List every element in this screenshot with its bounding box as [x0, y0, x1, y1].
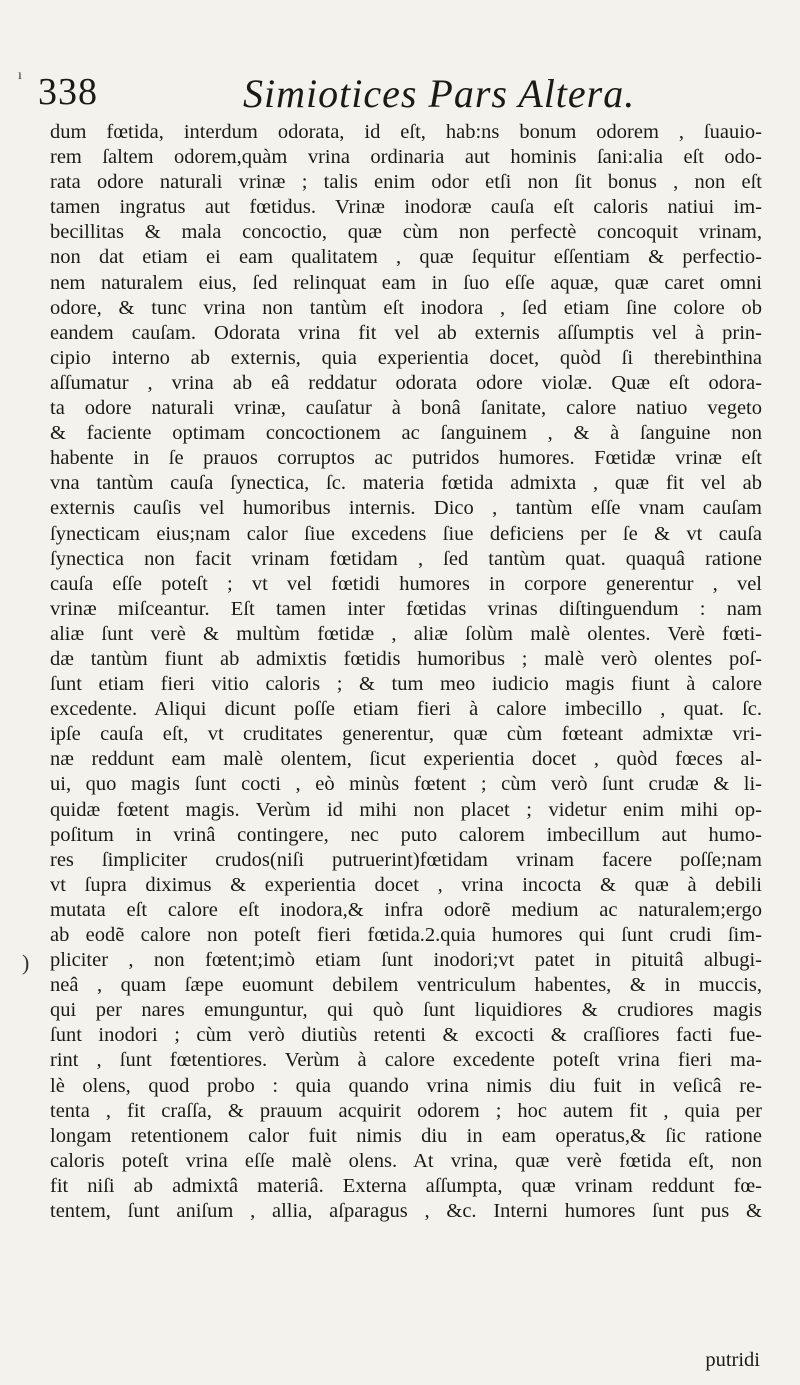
text-line: eandem cauſam. Odorata vrina fit vel ab externis aſſumptis vel à prin-	[50, 321, 762, 344]
margin-bracket-mark: )	[22, 950, 30, 975]
page-header	[38, 70, 758, 122]
text-line: ipſe cauſa eſt, vt cruditates generentur, quæ cùm fœteant admixtæ vri-	[50, 723, 762, 746]
text-line: nem naturalem eius, ſed relinquat eam in ſuo eſſe aquæ, quæ caret omni	[50, 271, 762, 294]
text-line: ſynecticam eius;nam calor ſiue excedens ſiue deficiens per ſe & vt cauſa	[50, 522, 762, 545]
text-line: ſunt etiam fieri vitio caloris ; & tum meo iudicio magis fiunt à calore	[50, 673, 762, 696]
text-line: cauſa eſſe poteſt ; vt vel fœtidi humores in corpore generentur , vel	[50, 572, 762, 595]
text-line: pliciter , non fœtent;imò etiam ſunt inodori;vt patet in pituitâ albugi-	[50, 949, 762, 972]
text-line	[50, 1224, 762, 1249]
margin-tick-mark: ı	[18, 68, 22, 83]
text-line: tenta , fit craſſa, & prauum acquirit odorem ; hoc autem fit , quia per	[50, 1099, 762, 1122]
text-line: fit niſi ab admixtâ materiâ. Externa aſſumpta, quæ vrinam reddunt fœ-	[50, 1174, 762, 1197]
text-line: externis cauſis vel humoribus internis. Dico , tantùm eſſe vnam cauſam	[50, 497, 762, 520]
text-line: mutata eſt calore eſt inodora,& infra odorẽ medium ac naturalem;ergo	[50, 898, 762, 921]
text-line: dum fœtida, interdum odorata, id eſt, hab:ns bonum odorem , ſuauio-	[50, 121, 762, 143]
text-line: odore, & tunc vrina non tantùm eſt inodora , ſed etiam ſine colore ob	[50, 296, 762, 319]
text-line: res ſimpliciter crudos(niſi putruerint)fœtidam vrinam facere poſſe;nam	[50, 848, 762, 871]
page-number: 338	[38, 71, 98, 113]
text-line: caloris poteſt vrina eſſe malè olens. At vrina, quæ verè fœtida eſt, non	[50, 1149, 762, 1172]
text-line: cipio interno ab externis, quia experientia docet, quòd ſi therebinthina	[50, 346, 762, 369]
text-line: rata odore naturali vrinæ ; talis enim odor etſi non ſit bonus , non eſt	[50, 171, 762, 194]
text-line: ſunt inodori ; cùm verò diutiùs retenti & excocti & craſſiores facti fue-	[50, 1024, 762, 1047]
text-line: vna tantùm cauſa ſynectica, ſc. materia fœtida admixta , quæ fit vel ab	[50, 472, 762, 495]
text-line: quidæ fœtent magis. Verùm id mihi non placet ; videtur enim mihi op-	[50, 798, 762, 821]
running-title: Simiotices Pars Altera.	[243, 71, 636, 116]
text-line: ta odore naturali vrinæ, cauſatur à bonâ ſanitate, calore natiuo vegeto	[50, 397, 762, 420]
text-line: ui, quo magis ſunt cocti , eò minùs fœtent ; cùm verò ſunt crudæ & li-	[50, 773, 762, 796]
text-line: vt ſupra diximus & experientia docet , vrina incocta & quæ à debili	[50, 873, 762, 896]
text-line: non dat etiam ei eam qualitatem , quæ ſequitur eſſentiam & perfectio-	[50, 246, 762, 269]
text-line: ſynectica non facit vrinam fœtidam , ſed tantùm quat. quaquâ ratione	[50, 547, 762, 570]
text-line: næ reddunt eam malè olentem, ſicut experientia docet , quòd fœces al-	[50, 748, 762, 771]
text-line: becillitas & mala concoctio, quæ cùm non perfectè concoquit vrinam,	[50, 221, 762, 244]
body-text	[50, 120, 762, 1249]
text-line: aliæ ſunt verè & multùm fœtidæ , aliæ ſolùm malè olentes. Verè fœti-	[50, 622, 762, 645]
text-line: tentem, ſunt aniſum , allia, aſparagus , &c. Interni humores ſunt pus &	[50, 1200, 762, 1223]
text-line: qui per nares emunguntur, qui quò ſunt liquidiores & crudiores magis	[50, 999, 762, 1022]
text-line: longam retentionem calor fuit nimis diu in eam operatus,& ſic ratione	[50, 1124, 762, 1147]
text-line: lè olens, quod probo : quia quando vrina nimis diu fuit in veſicâ re-	[50, 1074, 762, 1097]
text-line: dæ tantùm fiunt ab admixtis fœtidis humoribus ; malè verò olentes poſ-	[50, 647, 762, 670]
text-line: habente in ſe prauos corruptos ac putridos humores. Fœtidæ vrinæ eſt	[50, 447, 762, 470]
text-line: tamen ingratus aut fœtidus. Vrinæ inodoræ cauſa eſt caloris natiui im-	[50, 196, 762, 219]
text-line: poſitum in vrinâ contingere, nec puto calorem imbecillum aut humo-	[50, 823, 762, 846]
text-line: & faciente optimam concoctionem ac ſanguinem , & à ſanguine non	[50, 422, 762, 445]
text-line: vrinæ miſceantur. Eſt tamen inter fœtidas vrinas diſtinguendum : nam	[50, 597, 762, 620]
catchword: putridi	[705, 1349, 760, 1371]
text-line: ab eodẽ calore non poteſt fieri fœtida.2.quia humores qui ſunt crudi ſim-	[50, 924, 762, 946]
text-line: neâ , quam ſæpe euomunt debilem ventriculum habentes, & in muccis,	[50, 974, 762, 997]
text-line: aſſumatur , vrina ab eâ reddatur odorata odore violæ. Quæ eſt odora-	[50, 371, 762, 394]
text-line: rint , ſunt fœtentiores. Verùm à calore excedente poteſt vrina fieri ma-	[50, 1049, 762, 1072]
text-line: excedente. Aliqui dicunt poſſe etiam fieri à calore imbecillo , quat. ſc.	[50, 698, 762, 721]
text-line: rem ſaltem odorem,quàm vrina ordinaria aut hominis ſani:alia eſt odo-	[50, 146, 762, 169]
